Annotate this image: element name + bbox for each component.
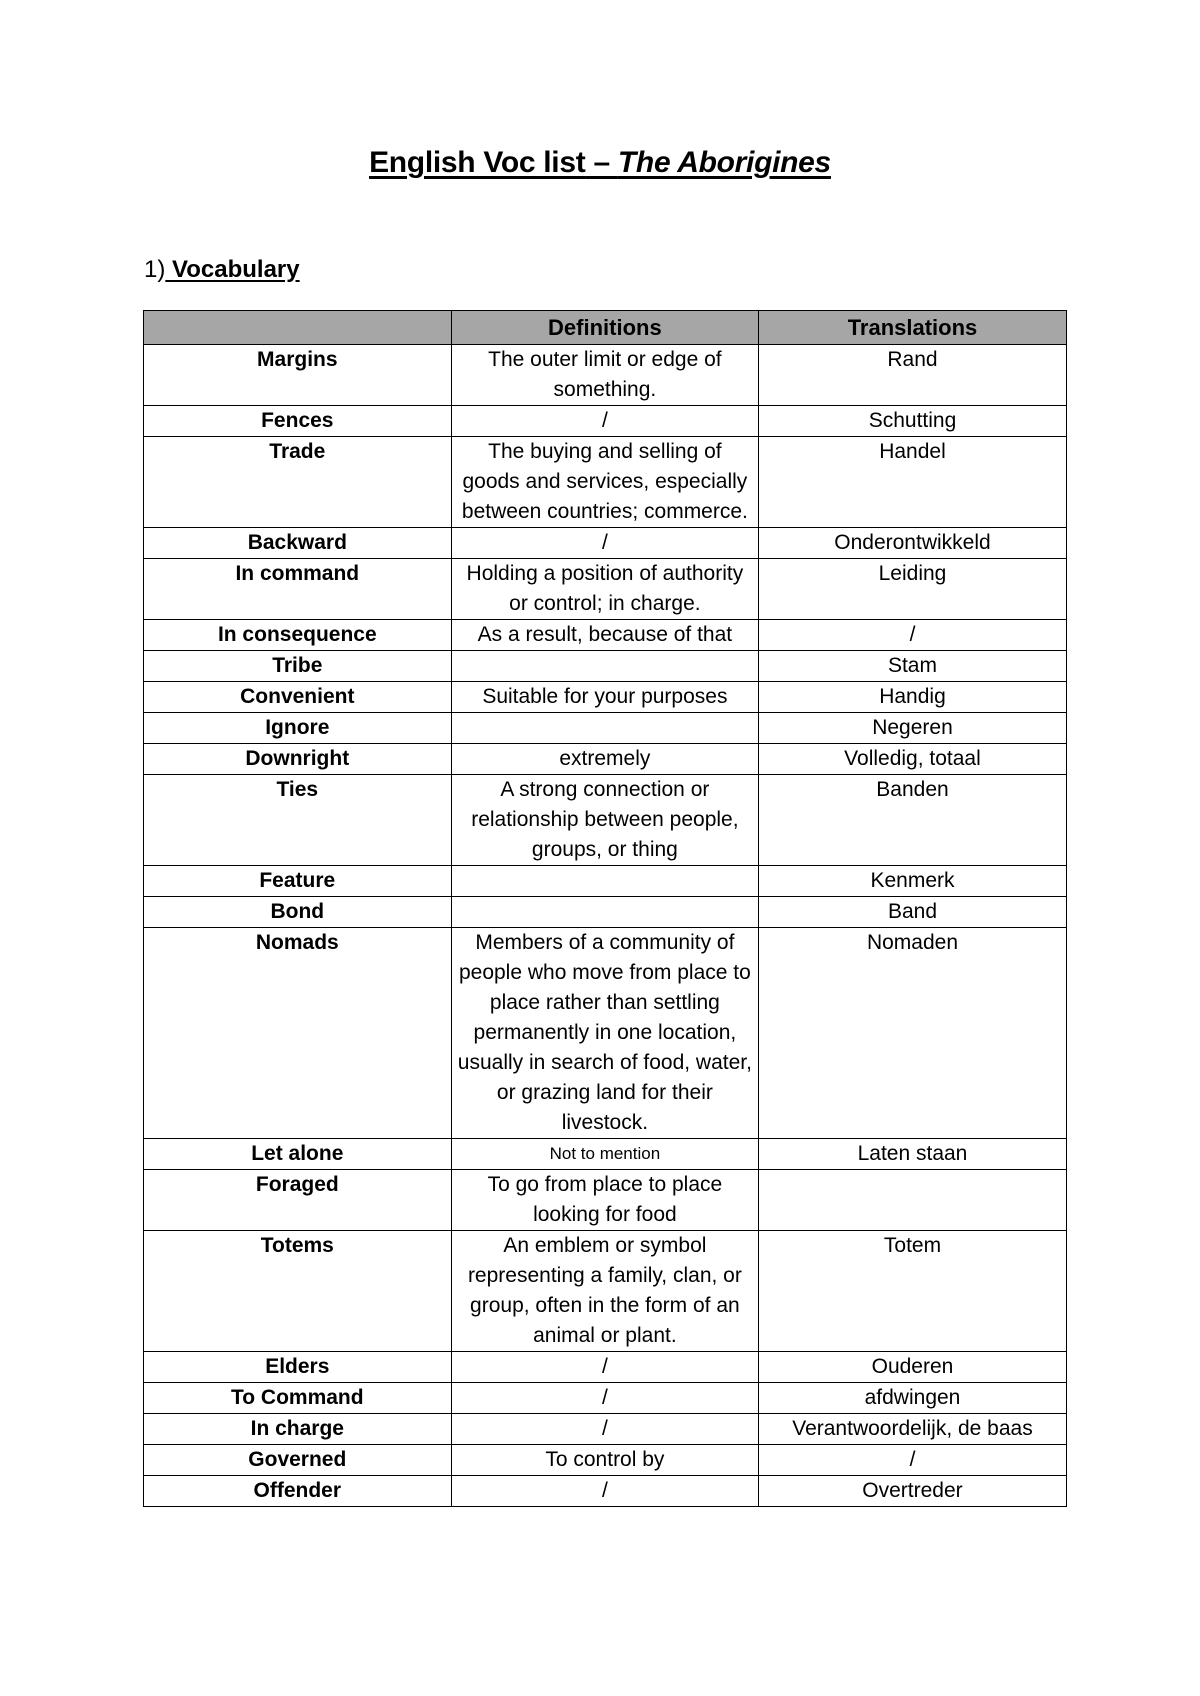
table-row [144,620,1067,651]
term-cell: In consequence [144,620,452,651]
definition-cell: The outer limit or edge of something. [451,345,759,406]
table-row [144,1383,1067,1414]
definition-cell: An emblem or symbol representing a family, clan, or group, often in the form of an animal or plant. [451,1231,759,1352]
section-label: Vocabulary [165,256,300,283]
table-body [144,345,1067,1507]
translation-cell: Laten staan [759,1139,1067,1170]
definition-cell [451,713,759,744]
section-number: 1) [144,256,166,283]
translation-cell: Handel [759,437,1067,528]
definition-cell: / [451,1476,759,1507]
definition-cell: A strong connection or relationship between people, groups, or thing [451,775,759,866]
definition-cell: / [451,1414,759,1445]
definition-cell: / [451,528,759,559]
translation-cell: afdwingen [759,1383,1067,1414]
table-row [144,682,1067,713]
definition-cell: To control by [451,1445,759,1476]
definition-cell [451,866,759,897]
translation-cell: Volledig, totaal [759,744,1067,775]
title-separator: – [585,146,618,179]
definition-cell: Suitable for your purposes [451,682,759,713]
table-row [144,437,1067,528]
table-row [144,866,1067,897]
translation-cell: Overtreder [759,1476,1067,1507]
table-row [144,897,1067,928]
translation-cell: Rand [759,345,1067,406]
title-subtitle: The Aborigines [617,146,831,179]
table-row [144,713,1067,744]
definition-cell: As a result, because of that [451,620,759,651]
table-header-row [144,311,1067,345]
section-heading [144,256,300,284]
header-translations: Translations [759,311,1067,345]
table-row [144,559,1067,620]
term-cell: Feature [144,866,452,897]
term-cell: Offender [144,1476,452,1507]
table-row [144,406,1067,437]
table-row [144,651,1067,682]
table-row [144,345,1067,406]
translation-cell: Onderontwikkeld [759,528,1067,559]
term-cell: Tribe [144,651,452,682]
translation-cell: Banden [759,775,1067,866]
definition-cell [451,651,759,682]
header-term [144,311,452,345]
term-cell: Nomads [144,928,452,1139]
definition-cell: / [451,1352,759,1383]
table-row [144,928,1067,1139]
term-cell: To Command [144,1383,452,1414]
translation-cell: Totem [759,1231,1067,1352]
table-row [144,775,1067,866]
table-row [144,528,1067,559]
table-row [144,1414,1067,1445]
term-cell: Governed [144,1445,452,1476]
table-row [144,1445,1067,1476]
table-row [144,1231,1067,1352]
translation-cell: Negeren [759,713,1067,744]
translation-cell: Kenmerk [759,866,1067,897]
definition-cell: The buying and selling of goods and services, especially between countries; commerce. [451,437,759,528]
translation-cell: Handig [759,682,1067,713]
title-main: English Voc list [369,146,586,179]
term-cell: Fences [144,406,452,437]
translation-cell: Ouderen [759,1352,1067,1383]
term-cell: Bond [144,897,452,928]
term-cell: Ties [144,775,452,866]
term-cell: Downright [144,744,452,775]
term-cell: Let alone [144,1139,452,1170]
translation-cell: / [759,1445,1067,1476]
table-row [144,1352,1067,1383]
definition-cell: Not to mention [451,1139,759,1170]
translation-cell [759,1170,1067,1231]
definition-cell: Members of a community of people who move from place to place rather than settling permanently in one location, usually in search of food, water, or grazing land for their livestock. [451,928,759,1139]
translation-cell: / [759,620,1067,651]
term-cell: Convenient [144,682,452,713]
term-cell: In charge [144,1414,452,1445]
table-row [144,744,1067,775]
term-cell: Margins [144,345,452,406]
term-cell: Trade [144,437,452,528]
document-title [0,146,1200,180]
term-cell: Totems [144,1231,452,1352]
definition-cell [451,897,759,928]
header-definitions: Definitions [451,311,759,345]
term-cell: Ignore [144,713,452,744]
term-cell: In command [144,559,452,620]
term-cell: Foraged [144,1170,452,1231]
definition-cell: extremely [451,744,759,775]
translation-cell: Stam [759,651,1067,682]
table-row [144,1139,1067,1170]
translation-cell: Band [759,897,1067,928]
table-row [144,1170,1067,1231]
term-cell: Backward [144,528,452,559]
definition-cell: Holding a position of authority or control; in charge. [451,559,759,620]
definition-cell: / [451,406,759,437]
vocabulary-table [143,310,1067,1507]
table-row [144,1476,1067,1507]
translation-cell: Nomaden [759,928,1067,1139]
definition-cell: To go from place to place looking for food [451,1170,759,1231]
translation-cell: Leiding [759,559,1067,620]
term-cell: Elders [144,1352,452,1383]
translation-cell: Verantwoordelijk, de baas [759,1414,1067,1445]
definition-cell: / [451,1383,759,1414]
translation-cell: Schutting [759,406,1067,437]
